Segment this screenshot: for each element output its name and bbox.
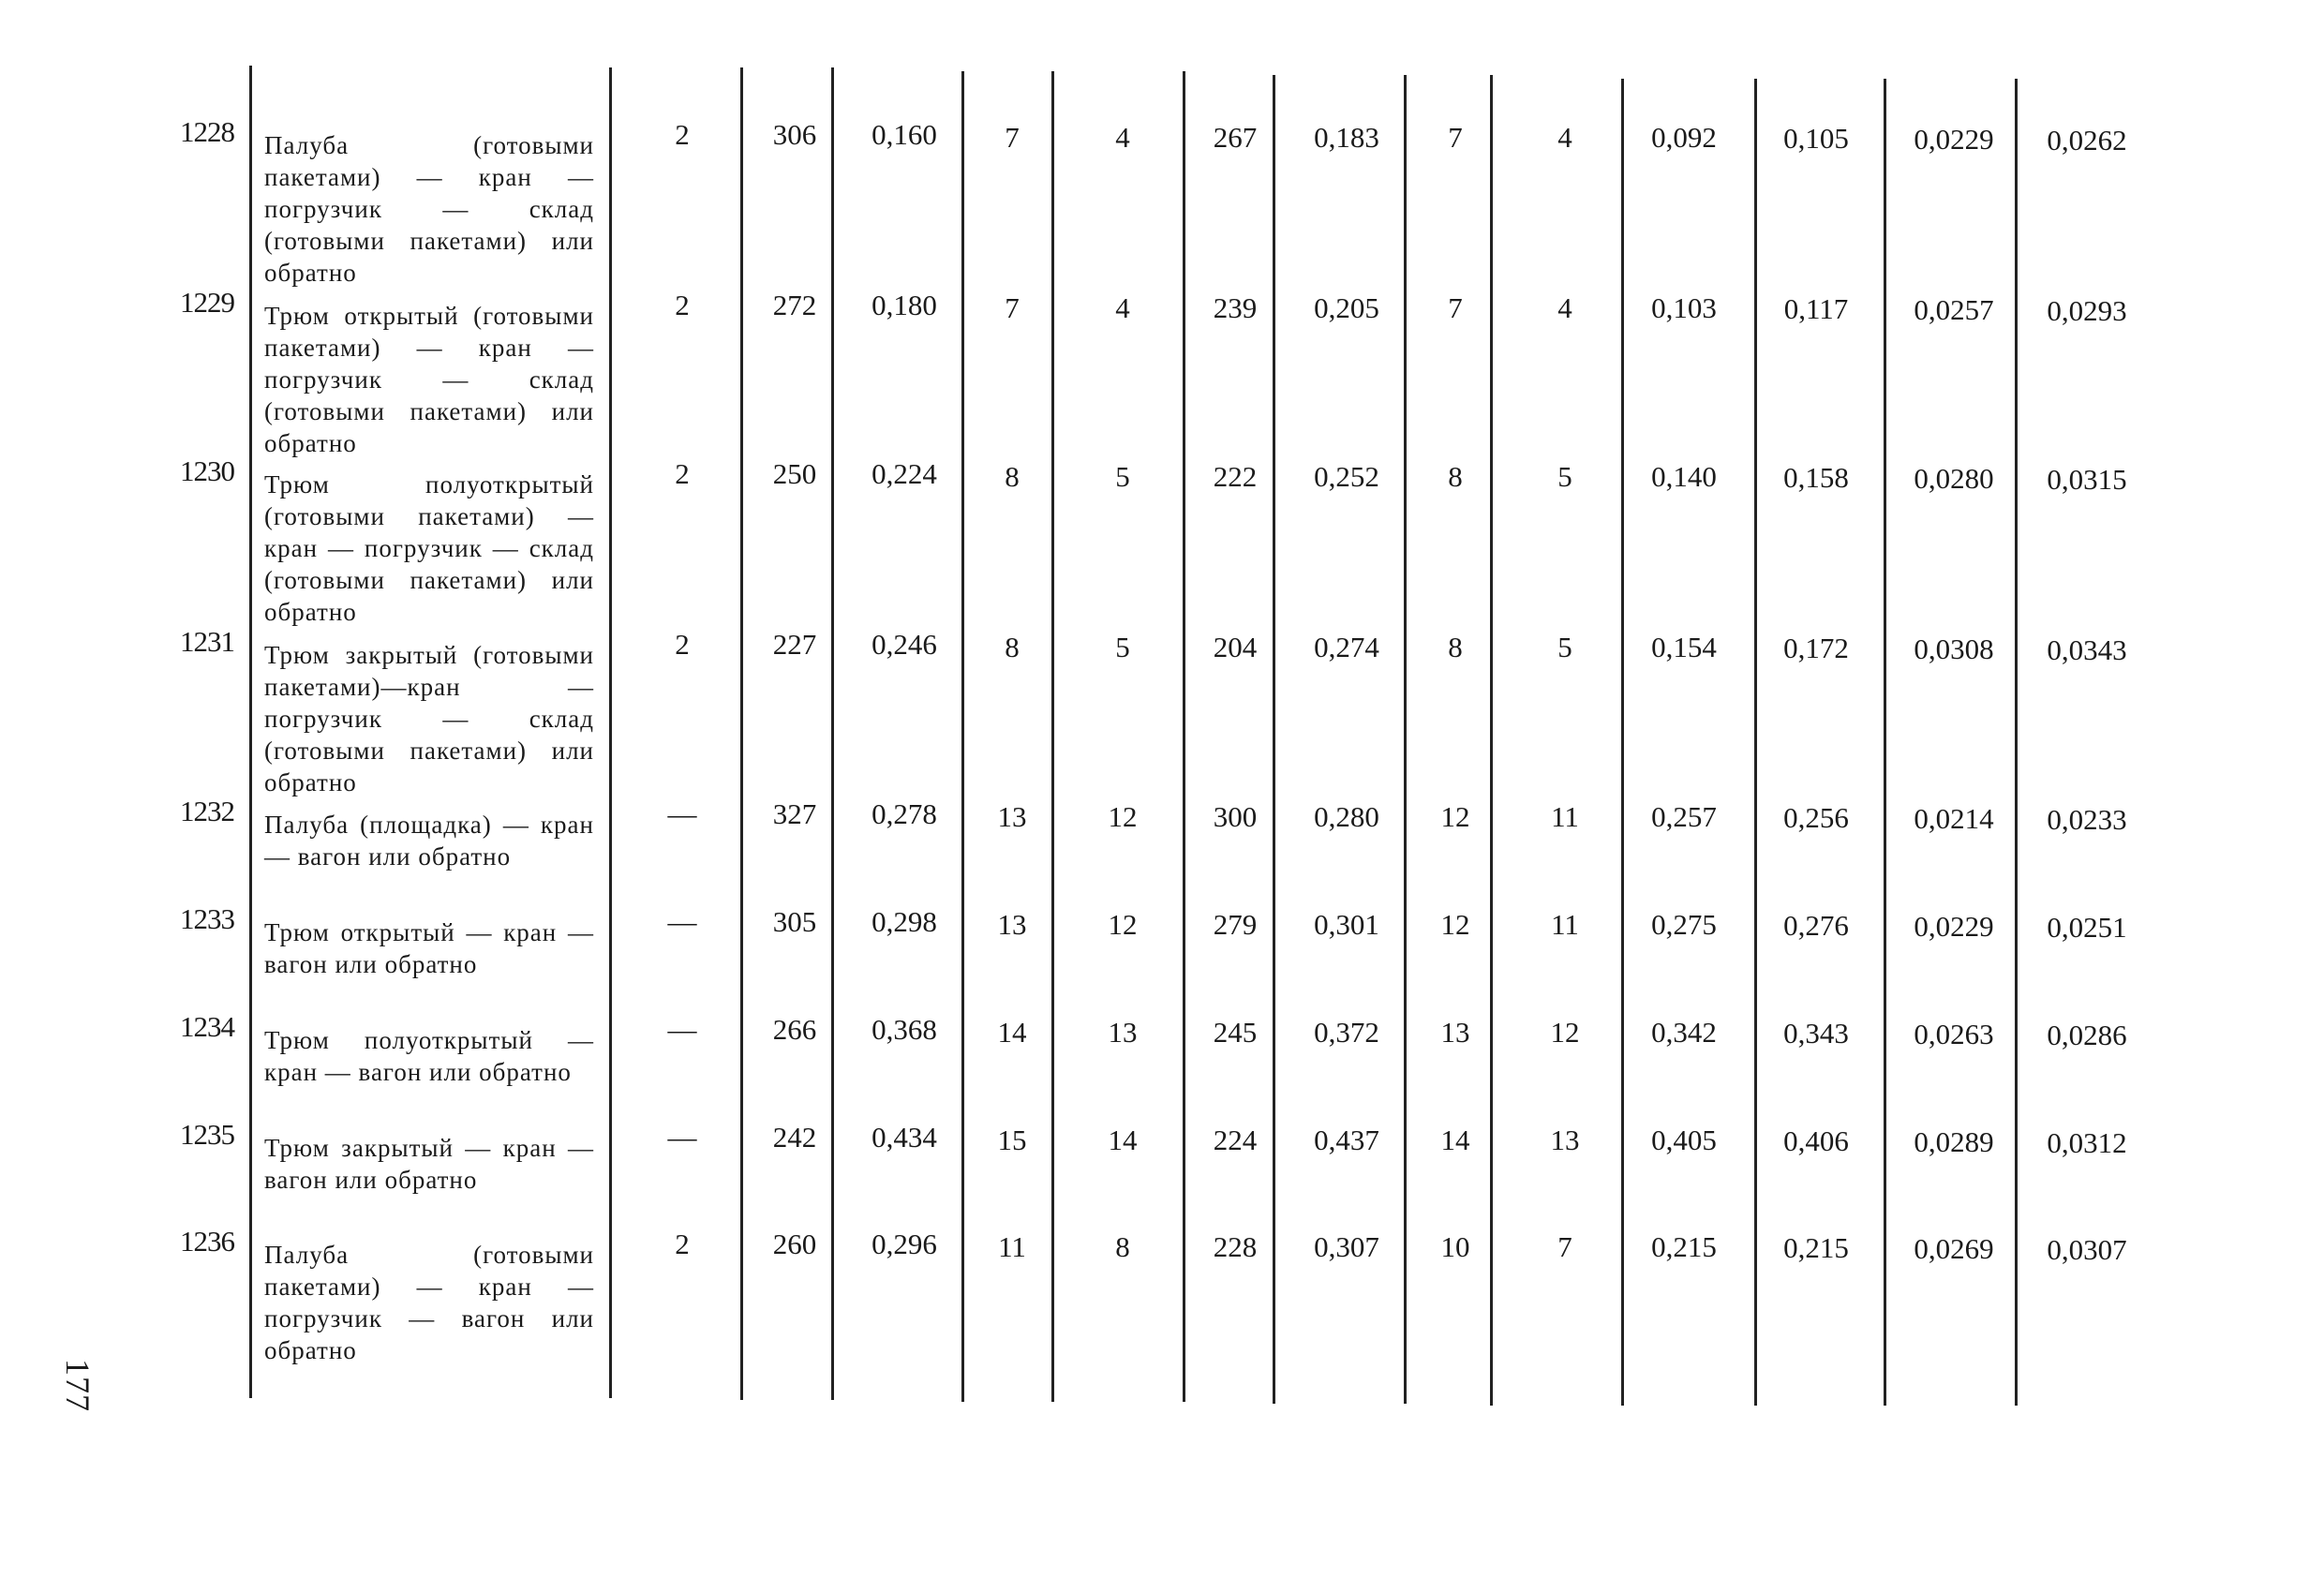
operation-description: Трюм полуоткрытый (готовыми пакетами) — кран — погрузчик — склад (готовыми пакетами) или обратно	[264, 470, 594, 626]
table-cell: 8	[1448, 460, 1463, 493]
table-cell: 0,224	[872, 457, 937, 490]
table-cell: 13	[1550, 1124, 1580, 1156]
table-cell: 5	[1557, 631, 1572, 663]
table-cell: 8	[1115, 1230, 1130, 1263]
column-rule	[1273, 75, 1275, 1404]
table-cell: 5	[1557, 460, 1572, 493]
table-cell: 7	[1005, 291, 1020, 324]
table-cell: 0,117	[1783, 292, 1849, 325]
table-cell: 0,275	[1651, 908, 1717, 941]
table-cell: 0,215	[1783, 1231, 1849, 1264]
table-cell: 239	[1213, 291, 1258, 324]
table-cell: 260	[772, 1228, 817, 1260]
table-cell: 11	[1551, 908, 1579, 941]
table-cell: —	[667, 1013, 697, 1046]
table-cell: 2	[675, 628, 690, 661]
table-cell: 0,0233	[2047, 803, 2127, 836]
table-cell: 228	[1213, 1230, 1258, 1263]
table-cell: 0,0315	[2047, 463, 2127, 496]
table-cell: 0,342	[1651, 1016, 1717, 1049]
table-cell: 0,257	[1651, 800, 1717, 833]
table-cell: 14	[1108, 1124, 1138, 1156]
table-cell: 8	[1448, 631, 1463, 663]
table-cell: 2	[675, 289, 690, 321]
table-cell: 12	[1440, 908, 1470, 941]
table-cell: 0,0262	[2047, 124, 2127, 156]
table-cell: 0,092	[1651, 121, 1717, 154]
table-cell: 327	[772, 797, 817, 830]
table-cell: 279	[1213, 908, 1258, 941]
table-cell: 0,0307	[2047, 1233, 2127, 1266]
operation-description: Трюм закрытый — кран — вагон или обратно	[264, 1134, 594, 1194]
table-cell: 13	[997, 800, 1027, 833]
table-cell: 0,0312	[2047, 1126, 2127, 1159]
table-cell: 0,158	[1783, 461, 1849, 494]
table-cell: 0,276	[1783, 909, 1849, 942]
table-cell: 0,298	[872, 905, 937, 938]
column-rule	[2015, 79, 2018, 1406]
row-number: 1232	[180, 795, 234, 827]
table-cell: 0,160	[872, 118, 937, 151]
table-cell: 227	[772, 628, 817, 661]
table-cell: 7	[1448, 121, 1463, 154]
column-rule	[831, 67, 834, 1400]
table-cell: 267	[1213, 121, 1258, 154]
table-cell: 0,437	[1314, 1124, 1379, 1156]
table-cell: 7	[1448, 291, 1463, 324]
table-cell: 224	[1213, 1124, 1258, 1156]
table-cell: 14	[997, 1016, 1027, 1049]
table-cell: 12	[1108, 908, 1138, 941]
table-cell: 0,0229	[1914, 123, 1994, 156]
table-cell: 0,0229	[1914, 910, 1994, 943]
table-cell: 0,0257	[1914, 293, 1994, 326]
table-cell: 0,274	[1314, 631, 1379, 663]
table-cell: 0,278	[872, 797, 937, 830]
column-rule	[1404, 75, 1407, 1404]
table-cell: 0,215	[1651, 1230, 1717, 1263]
column-rule	[1754, 79, 1757, 1406]
table-cell: 4	[1115, 121, 1130, 154]
row-number: 1233	[180, 902, 234, 935]
table-cell: 272	[772, 289, 817, 321]
table-cell: 0,140	[1651, 460, 1717, 493]
table-cell: —	[667, 1121, 697, 1154]
table-cell: 2	[675, 1228, 690, 1260]
table-cell: 0,0293	[2047, 294, 2127, 327]
operation-description: Трюм полуоткрытый — кран — вагон или обратно	[264, 1026, 594, 1086]
table-cell: 12	[1440, 800, 1470, 833]
operation-description: Палуба (готовыми пакетами) — кран — погрузчик — склад (готовыми пакетами) или обратно	[264, 131, 594, 287]
table-cell: 266	[772, 1013, 817, 1046]
table-cell: 4	[1557, 121, 1572, 154]
table-cell: 0,343	[1783, 1017, 1849, 1050]
table-cell: 0,0269	[1914, 1232, 1994, 1265]
table-cell: 11	[998, 1230, 1026, 1263]
column-rule	[1621, 79, 1624, 1406]
table-cell: 0,368	[872, 1013, 937, 1046]
table-cell: 7	[1557, 1230, 1572, 1263]
table-cell: 13	[1440, 1016, 1470, 1049]
table-cell: 4	[1115, 291, 1130, 324]
column-rule	[1884, 79, 1886, 1406]
table-cell: 0,301	[1314, 908, 1379, 941]
table-cell: 0,434	[872, 1121, 937, 1154]
operation-description: Трюм открытый — кран — вагон или обратно	[264, 918, 594, 978]
table-cell: 14	[1440, 1124, 1470, 1156]
table-cell: 8	[1005, 631, 1020, 663]
table-cell: 0,0214	[1914, 802, 1994, 835]
table-cell: 0,103	[1651, 291, 1717, 324]
table-cell: 0,172	[1783, 632, 1849, 664]
table-cell: 0,246	[872, 628, 937, 661]
table-cell: 0,252	[1314, 460, 1379, 493]
table-cell: 12	[1108, 800, 1138, 833]
table-cell: 10	[1440, 1230, 1470, 1263]
operation-description: Палуба (готовыми пакетами) — кран — погрузчик — вагон или обратно	[264, 1241, 594, 1364]
column-rule	[1051, 71, 1054, 1402]
table-cell: 245	[1213, 1016, 1258, 1049]
operation-description: Палуба (площадка) — кран — вагон или обратно	[264, 811, 594, 871]
table-cell: 0,0289	[1914, 1125, 1994, 1158]
table-cell: 0,256	[1783, 801, 1849, 834]
table-cell: 0,0286	[2047, 1019, 2127, 1051]
table-cell: 0,0343	[2047, 633, 2127, 666]
table-cell: 5	[1115, 460, 1130, 493]
operation-description: Трюм открытый (готовыми пакетами) — кран — погрузчик — склад (готовыми пакетами) или обратно	[264, 302, 594, 457]
table-cell: 0,296	[872, 1228, 937, 1260]
table-cell: 0,154	[1651, 631, 1717, 663]
row-number: 1231	[180, 625, 234, 658]
column-rule	[961, 71, 964, 1402]
table-cell: 0,280	[1314, 800, 1379, 833]
column-rule	[1490, 75, 1493, 1406]
row-number: 1235	[180, 1118, 234, 1151]
table-cell: 222	[1213, 460, 1258, 493]
operation-description: Трюм закрытый (готовыми пакетами)—кран — погрузчик — склад (готовыми пакетами) или обратно	[264, 641, 594, 796]
column-rule	[1183, 71, 1185, 1402]
table-cell: 250	[772, 457, 817, 490]
table-cell: 0,406	[1783, 1124, 1849, 1157]
table-cell: 11	[1551, 800, 1579, 833]
row-number: 1234	[180, 1010, 234, 1043]
table-cell: 0,180	[872, 289, 937, 321]
row-number: 1236	[180, 1225, 234, 1258]
column-rule	[609, 67, 612, 1398]
table-cell: 5	[1115, 631, 1130, 663]
row-number: 1228	[180, 115, 234, 148]
table-cell: 0,205	[1314, 291, 1379, 324]
table-cell: 13	[997, 908, 1027, 941]
table-cell: 7	[1005, 121, 1020, 154]
table-cell: 4	[1557, 291, 1572, 324]
page-number: 177	[59, 1359, 97, 1412]
column-rule	[249, 66, 252, 1398]
table-cell: 305	[772, 905, 817, 938]
table-cell: 0,0308	[1914, 633, 1994, 665]
table-cell: 0,372	[1314, 1016, 1379, 1049]
table-cell: 2	[675, 118, 690, 151]
table-cell: 15	[997, 1124, 1027, 1156]
table-cell: 0,105	[1783, 122, 1849, 155]
table-cell: —	[667, 905, 697, 938]
table-cell: 12	[1550, 1016, 1580, 1049]
table-cell: 204	[1213, 631, 1258, 663]
table-cell: 306	[772, 118, 817, 151]
table-cell: —	[667, 797, 697, 830]
table-cell: 242	[772, 1121, 817, 1154]
column-rule	[740, 67, 743, 1400]
table-cell: 0,0251	[2047, 911, 2127, 944]
table-cell: 8	[1005, 460, 1020, 493]
table-cell: 0,183	[1314, 121, 1379, 154]
table-cell: 0,0263	[1914, 1018, 1994, 1050]
row-number: 1230	[180, 454, 234, 487]
table-cell: 13	[1108, 1016, 1138, 1049]
table-cell: 0,405	[1651, 1124, 1717, 1156]
table-cell: 2	[675, 457, 690, 490]
table-cell: 300	[1213, 800, 1258, 833]
row-number: 1229	[180, 286, 234, 319]
table-cell: 0,0280	[1914, 462, 1994, 495]
table-cell: 0,307	[1314, 1230, 1379, 1263]
